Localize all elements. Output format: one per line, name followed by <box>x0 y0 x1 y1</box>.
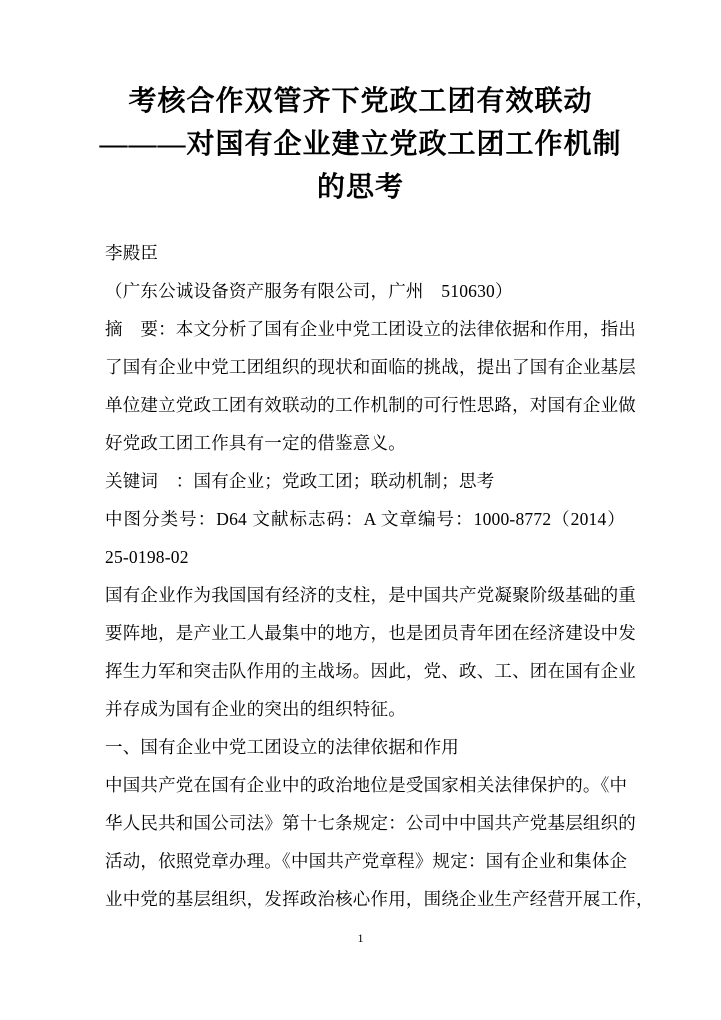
document-body <box>105 234 654 918</box>
paragraph1-line-2: 要阵地，是产业工人最集中的地方，也是团员青年团在经济建设中发 <box>105 623 636 643</box>
paragraph1-line-1: 国有企业作为我国国有经济的支柱，是中国共产党凝聚阶级基础的重 <box>105 585 636 605</box>
section-heading: 一、国有企业中党工团设立的法律依据和作用 <box>105 737 459 757</box>
abstract-line-3: 单位建立党政工团有效联动的工作机制的可行性思路，对国有企业做 <box>105 395 636 415</box>
paragraph1-line-3: 挥生力军和突击队作用的主战场。因此，党、政、工、团在国有企业 <box>105 661 636 681</box>
paragraph2-line-3: 活动，依照党章办理。《中国共产党章程》规定：国有企业和集体企 <box>105 851 628 871</box>
title-line-2: ———对国有企业建立党政工团工作机制 <box>99 129 622 160</box>
abstract-line-1: 摘 要：本文分析了国有企业中党工团设立的法律依据和作用，指出 <box>105 319 636 339</box>
affiliation-line: （广东公诚设备资产服务有限公司，广州 510630） <box>105 281 513 301</box>
classification-line-1: 中图分类号：D64 文献标志码：A 文章编号：1000-8772（2014） <box>105 509 625 529</box>
paragraph1-line-4: 并存成为国有企业的突出的组织特征。 <box>105 699 406 719</box>
document-title <box>0 80 721 209</box>
title-line-1: 考核合作双管齐下党政工团有效联动 <box>128 86 593 117</box>
abstract-line-2: 了国有企业中党工团组织的现状和面临的挑战，提出了国有企业基层 <box>105 357 636 377</box>
paragraph2-line-4: 业中党的基层组织，发挥政治核心作用，围绕企业生产经营开展工作， <box>105 889 654 909</box>
abstract-line-4: 好党政工团工作具有一定的借鉴意义。 <box>105 433 406 453</box>
paragraph2-line-1: 中国共产党在国有企业中的政治地位是受国家相关法律保护的。《中 <box>105 775 628 795</box>
paragraph2-line-2: 华人民共和国公司法》第十七条规定：公司中中国共产党基层组织的 <box>105 813 636 833</box>
title-line-3: 的思考 <box>316 172 404 203</box>
author-line: 李殿臣 <box>105 243 159 263</box>
keywords-line: 关键词 ：国有企业；党政工团；联动机制；思考 <box>105 471 495 491</box>
classification-line-2: 25-0198-02 <box>105 547 189 567</box>
page-number: 1 <box>357 931 364 945</box>
